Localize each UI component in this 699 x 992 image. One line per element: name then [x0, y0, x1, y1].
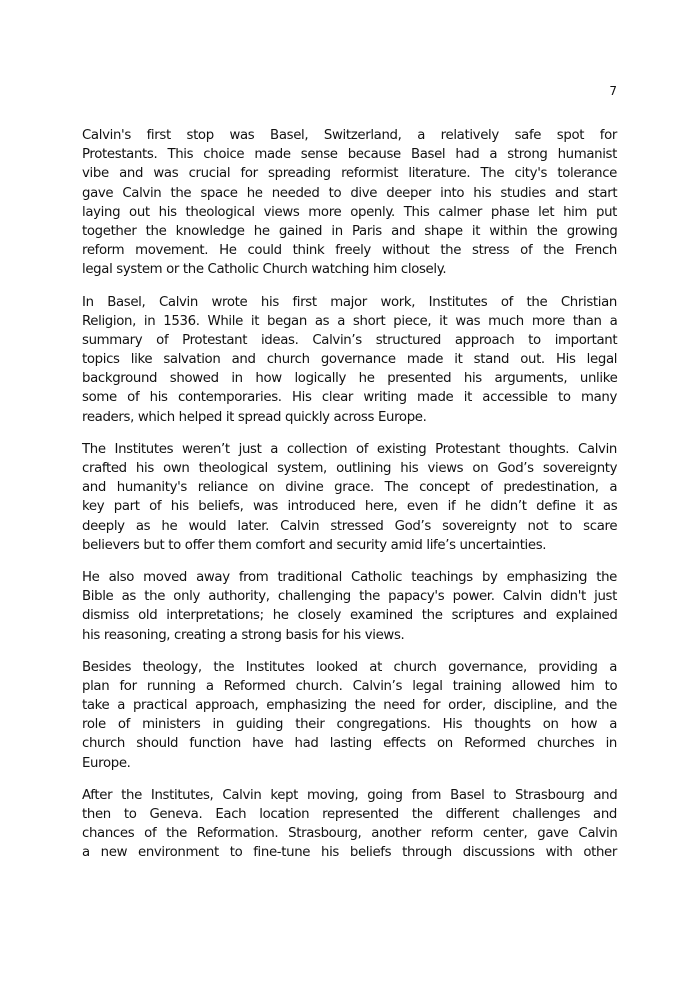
text-line: together the knowledge he gained in Paris and shape it within the growing [82, 223, 618, 239]
text-line: After the Institutes, Calvin kept moving, going from Basel to Strasbourg and [82, 787, 618, 803]
paragraph [82, 293, 617, 427]
text-line: role of ministers in guiding their congregations. His thoughts on how a [82, 717, 617, 733]
text-line: crafted his own theological system, outlining his views on God’s sovereignty [82, 461, 618, 476]
page-number: 7 [609, 84, 617, 98]
text-line: laying out his theological views more openly. This calmer phase let him put [82, 204, 618, 220]
text-line: dismiss old interpretations; he closely examined the scriptures and explained [82, 608, 618, 624]
paragraph [82, 658, 617, 773]
paragraph [82, 126, 617, 280]
paragraph [82, 786, 617, 863]
text-line: and humanity's reliance on divine grace. The concept of predestination, a [82, 480, 618, 496]
text-line: plan for running a Reformed church. Calvin’s legal training allowed him to [82, 678, 618, 694]
text-line: Besides theology, the Institutes looked at church governance, providing a [82, 659, 617, 675]
text-line: reform movement. He could think freely without the stress of the French [82, 243, 617, 259]
text-line: some of his contemporaries. His clear writing made it accessible to many [82, 390, 617, 406]
text-line: his reasoning, creating a strong basis for his views. [82, 627, 405, 643]
paragraph [82, 440, 617, 555]
text-line: key part of his beliefs, was introduced here, even if he didn’t define it as [82, 499, 618, 515]
text-line: a new environment to fine-tune his beliefs through discussions with other [82, 845, 617, 861]
text-line: then to Geneva. Each location represented the different challenges and [82, 807, 617, 822]
text-line: take a practical approach, emphasizing the need for order, discipline, and the [82, 698, 617, 714]
text-line: vibe and was crucial for spreading reformist literature. The city's tolerance [82, 166, 617, 182]
paragraph [82, 568, 617, 645]
body-text [82, 126, 617, 876]
text-line: believers but to offer them comfort and security amid life’s uncertainties. [82, 537, 547, 553]
text-line: Protestants. This choice made sense because Basel had a strong humanist [82, 147, 617, 163]
text-line: summary of Protestant ideas. Calvin’s structured approach to important [82, 332, 618, 348]
text-line: gave Calvin the space he needed to dive deeper into his studies and start [82, 185, 618, 201]
text-line: Europe. [82, 755, 131, 771]
text-line: readers, which helped it spread quickly across Europe. [82, 409, 427, 425]
text-line: chances of the Reformation. Strasbourg, another reform center, gave Calvin [82, 826, 618, 842]
text-line: Religion, in 1536. While it began as a short piece, it was much more than a [82, 313, 618, 329]
text-line: Calvin's first stop was Basel, Switzerland, a relatively safe spot for [82, 128, 618, 143]
text-line: In Basel, Calvin wrote his first major work, Institutes of the Christian [82, 294, 617, 310]
text-line: Bible as the only authority, challenging the papacy's power. Calvin didn't just [82, 589, 617, 605]
text-line: background showed in how logically he presented his arguments, unlike [82, 371, 618, 387]
text-line: He also moved away from traditional Catholic teachings by emphasizing the [82, 569, 617, 585]
text-line: deeply as he would later. Calvin stressed God’s sovereignty not to scare [82, 518, 618, 534]
text-line: topics like salvation and church governance made it stand out. His legal [82, 352, 618, 368]
text-line: church should function have had lasting effects on Reformed churches in [82, 736, 617, 752]
text-line: The Institutes weren’t just a collection of existing Protestant thoughts. Calvin [82, 441, 617, 457]
text-line: legal system or the Catholic Church watching him closely. [82, 262, 447, 278]
